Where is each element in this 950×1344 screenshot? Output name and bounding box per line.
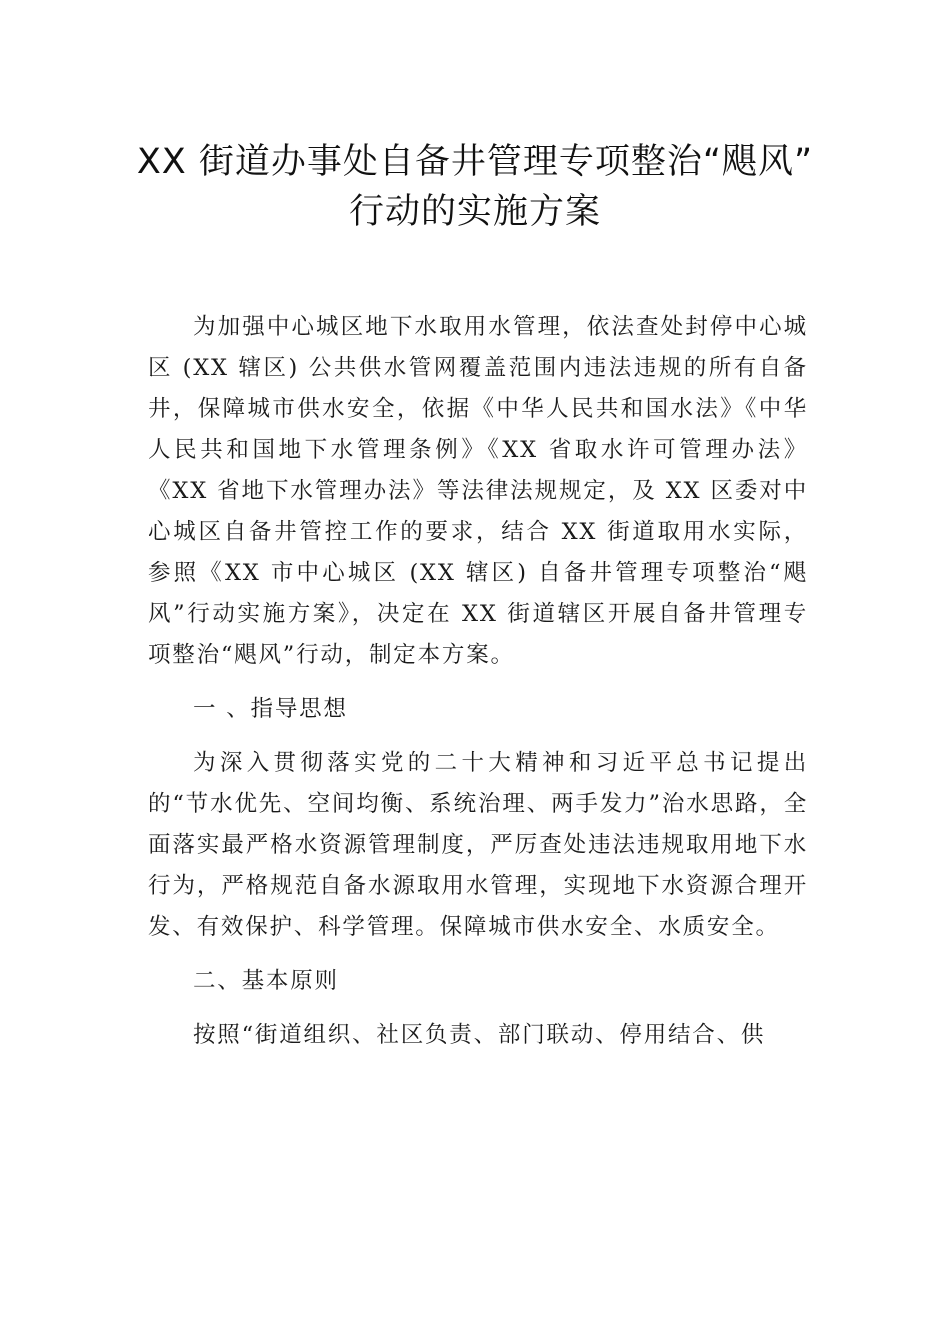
- section-heading-guiding-ideology: 一 、指导思想: [193, 696, 348, 722]
- section-heading-basic-principles: 二、基本原则: [193, 968, 339, 994]
- document-body: [148, 307, 808, 1069]
- basic-principles-paragraph: 按照“街道组织、社区负责、部门联动、停用结合、供: [193, 1022, 766, 1048]
- intro-paragraph: 为加强中心城区地下水取用水管理，依法查处封停中心城区 (XX 辖区) 公共供水管网覆盖范围内违法违规的所有自备井，保障城市供水安全，依据《中华人民共和国水法》《中华人民共和国地下水管理条例》《XX 省取水许可管理办法》《XX 省地下水管理办法》等法律法规规定，及 XX 区委对中心城区自备井管控工作的要求，结合 XX 街道取用水实际，参照《XX 市中心城区 (XX 辖区) 自备井管理专项整治“飓风”行动实施方案》，决定在 XX 街道辖区开展自备井管理专项整治“飓风”行动，制定本方案。: [148, 314, 808, 668]
- guiding-ideology-paragraph: 为深入贯彻落实党的二十大精神和习近平总书记提出的“节水优先、空间均衡、系统治理、两手发力”治水思路，全面落实最严格水资源管理制度，严厉查处违法违规取用地下水行为，严格规范自备水源取用水管理，实现地下水资源合理开发、有效保护、科学管理。保障城市供水安全、水质安全。: [148, 750, 808, 940]
- document-title-line-2: 行动的实施方案: [348, 192, 601, 232]
- document-title-line-1: XX 街道办事处自备井管理专项整治“飓风”: [136, 142, 814, 182]
